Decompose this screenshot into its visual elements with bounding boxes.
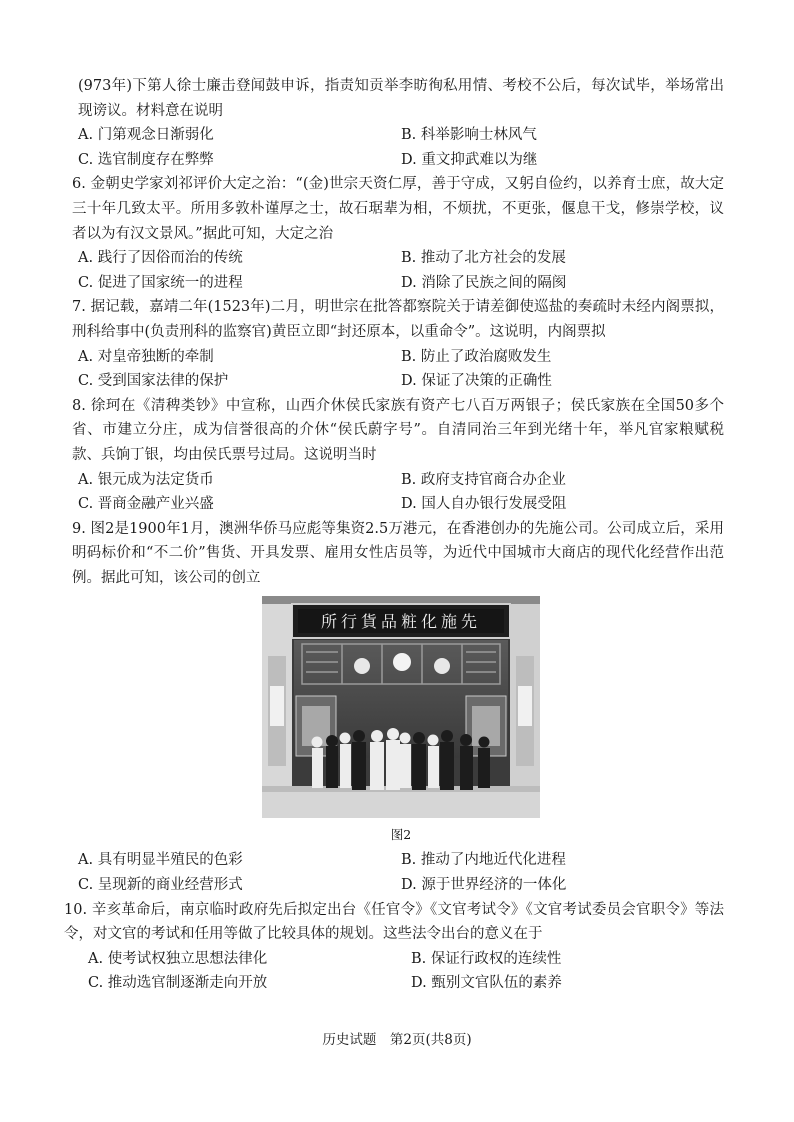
store-photo [262,596,540,818]
q9-option-a: A. 具有明显半殖民的色彩 [78,852,243,869]
q10-options [78,947,724,996]
q5-options [78,123,724,172]
q6-option-a: A. 践行了因俗而治的传统 [78,250,243,267]
q6-option-d: D. 消除了民族之间的隔阂 [401,274,567,291]
q7-option-c: C. 受到国家法律的保护 [78,373,229,390]
q9-options [78,848,724,897]
q6-option-c: C. 促进了国家统一的进程 [78,274,243,291]
q9-stem: 9. 图2是1900年1月，澳洲华侨马应彪等集资2.5万港元，在香港创办的先施公司。公司成立后，采用明码标价和“不二价”售货、开具发票、雇用女性店员等，为近代中国城市大商店的现代化经营作出范例。据此可知，该公司的创立 [72,520,724,586]
q7-option-b: B. 防止了政治腐败发生 [401,348,552,365]
q5-option-d: D. 重文抑武难以为继 [401,151,538,168]
q10-stem: 10. 辛亥革命后，南京临时政府先后拟定出台《任官令》《文官考试令》《文官考试委员会官职令》等法令，对文官的考试和任用等做了比较具体的规划。这些法令出台的意义在于 [64,901,724,943]
q7-options [78,345,724,394]
page-footer: 历史试题 第2页(共8页) [322,1032,472,1048]
q8-option-b: B. 政府支持官商合办企业 [401,471,566,488]
figure-caption: 图2 [390,827,412,843]
q8-option-d: D. 国人自办银行发展受阻 [401,496,567,513]
store-sign-text: 所行貨品粧化施先 [320,612,482,632]
q7-option-d: D. 保证了决策的正确性 [401,373,552,390]
q7-stem: 7. 据记载，嘉靖二年(1523年)二月，明世宗在批答都察院关于请差御使巡盐的奏疏时未经内阁票拟，刑科给事中(负责刑科的监察官)黄臣立即“封还原本，以重命令”。这说明，内阁票拟 [72,299,724,340]
q8-option-c: C. 晋商金融产业兴盛 [78,496,214,513]
q7-option-a: A. 对皇帝独断的牵制 [78,348,214,365]
q6-option-b: B. 推动了北方社会的发展 [401,250,566,267]
q8-option-a: A. 银元成为法定货币 [78,471,214,488]
q10-option-a: A. 使考试权独立思想法律化 [88,950,268,967]
q5-option-a: A. 门第观念日渐弱化 [78,127,214,144]
q6-stem: 6. 金朝史学家刘祁评价大定之治：“(金)世宗天资仁厚，善于守成，又躬自俭约，以养育士庶，故大定三十年几致太平。所用多敦朴谨厚之士，故石琚辈为相，不烦扰，不更张，偃息干戈，修崇学校，议者以为有汉文景风。”据此可知，大定之治 [72,176,724,242]
q6-options [78,246,724,295]
q10-option-d: D. 甄别文官队伍的素养 [411,975,562,992]
q5-option-c: C. 选官制度存在弊弊 [78,151,214,168]
q8-options [78,468,724,517]
q5-option-b: B. 科举影响士林风气 [401,127,537,144]
q8-stem: 8. 徐珂在《清稗类钞》中宣称，山西介休侯氏家族有资产七八百万两银子；侯氏家族在全国50多个省、市建立分庄，成为信誉很高的介休“侯氏蔚字号”。自清同治三年到光绪十年，举凡官家粮赋税款、兵饷丁银，均由侯氏票号过局。这说明当时 [72,397,724,463]
q9-option-b: B. 推动了内地近代化进程 [401,852,566,869]
q9-option-d: D. 源于世界经济的一体化 [401,877,567,894]
q10-option-c: C. 推动选官制逐渐走向开放 [88,975,268,992]
q10-option-b: B. 保证行政权的连续性 [411,950,562,967]
q5-stem: (973年)下第人徐士廉击登闻鼓申诉，指责知贡举李昉徇私用情、考校不公后，每次试毕，举场常出现谤议。材料意在说明 [78,78,724,119]
q9-option-c: C. 呈现新的商业经营形式 [78,877,243,894]
store-photo-illustration [262,596,540,818]
